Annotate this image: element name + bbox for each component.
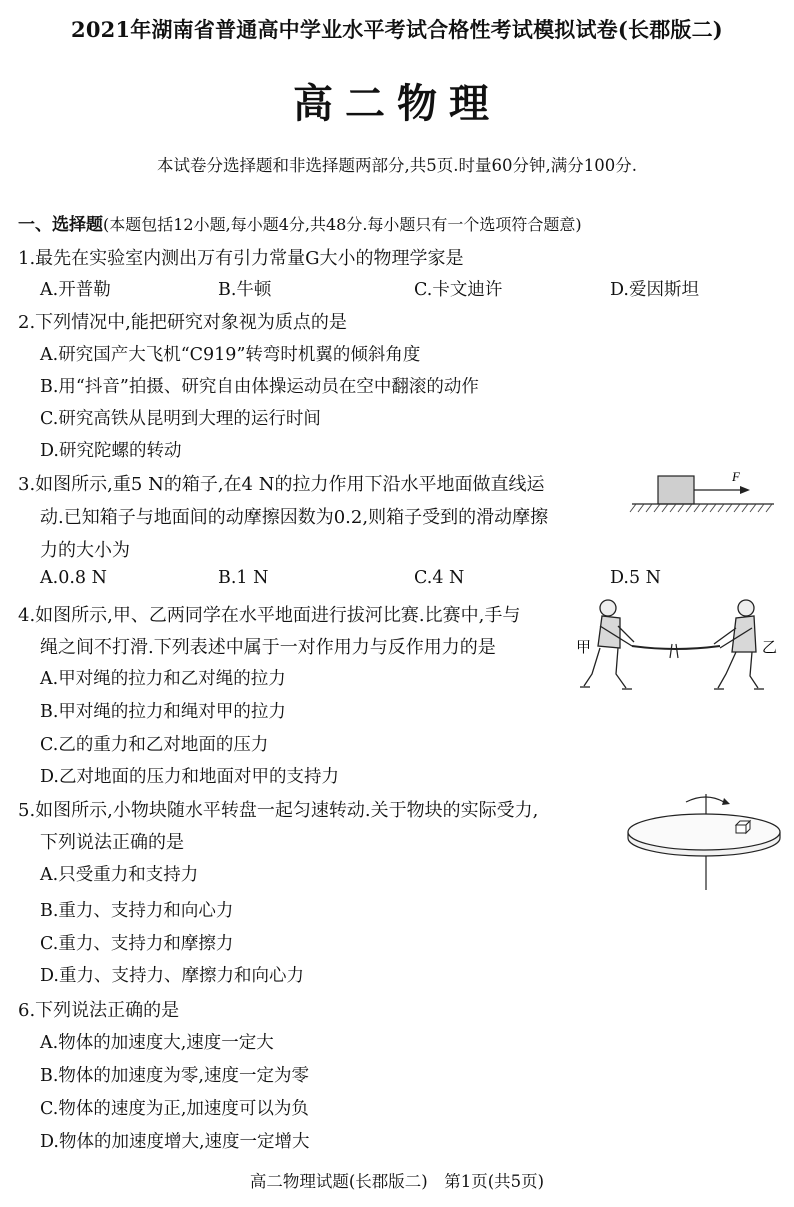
- force-label: F: [732, 469, 740, 484]
- question-1-option-c: C.卡文迪许: [414, 280, 503, 300]
- question-1-option-d: D.爱因斯坦: [610, 280, 699, 300]
- question-4-option-c: C.乙的重力和乙对地面的压力: [40, 735, 269, 755]
- disk-top: [628, 814, 780, 850]
- question-4-stem-line-2: 绳之间不打滑.下列表述中属于一对作用力与反作用力的是: [40, 637, 496, 658]
- question-2-option-c: C.研究高铁从昆明到大理的运行时间: [40, 409, 321, 429]
- exam-title: 2021年湖南省普通高中学业水平考试合格性考试模拟试卷(长郡版二): [71, 17, 723, 42]
- turntable-figure: [624, 790, 784, 894]
- question-6-stem: 6.下列说法正确的是: [18, 1000, 180, 1021]
- page-footer: 高二物理试题(长郡版二) 第1页(共5页): [249, 1172, 545, 1191]
- rotation-arrowhead: [722, 798, 730, 805]
- question-4-stem-line-1: 4.如图所示,甲、乙两同学在水平地面进行拔河比赛.比赛中,手与: [18, 605, 521, 626]
- question-6-option-a: A.物体的加速度大,速度一定大: [40, 1033, 274, 1053]
- question-3-stem-line-1: 3.如图所示,重5 N的箱子,在4 N的拉力作用下沿水平地面做直线运: [18, 474, 545, 495]
- section-note: (本题包括12小题,每小题4分,共48分.每小题只有一个选项符合题意): [103, 215, 582, 234]
- question-6-option-b: B.物体的加速度为零,速度一定为零: [40, 1066, 309, 1086]
- question-3-option-c: C.4 N: [414, 568, 465, 588]
- question-1-option-b: B.牛顿: [218, 280, 272, 300]
- question-1-stem: 1.最先在实验室内测出万有引力常量G大小的物理学家是: [18, 248, 464, 269]
- question-6-option-c: C.物体的速度为正,加速度可以为负: [40, 1099, 309, 1119]
- question-3-option-d: D.5 N: [610, 568, 661, 588]
- question-4-option-a: A.甲对绳的拉力和乙对绳的拉力: [40, 669, 286, 689]
- tug-left-label: 甲: [576, 638, 592, 656]
- ground-hatch: [630, 504, 772, 512]
- question-3-option-a: A.0.8 N: [40, 568, 107, 588]
- question-2-option-d: D.研究陀螺的转动: [40, 441, 182, 461]
- question-5-option-a: A.只受重力和支持力: [40, 865, 199, 885]
- small-block: [736, 821, 750, 833]
- question-5-option-c: C.重力、支持力和摩擦力: [40, 934, 234, 954]
- subject-title: 高二物理: [293, 80, 501, 127]
- exam-intro: 本试卷分选择题和非选择题两部分,共5页.时量60分钟,满分100分.: [157, 156, 637, 175]
- tug-right-label: 乙: [762, 638, 778, 656]
- question-3-option-b: B.1 N: [218, 568, 269, 588]
- question-2-option-a: A.研究国产大飞机“C919”转弯时机翼的倾斜角度: [40, 345, 421, 365]
- rope-marker: [670, 644, 678, 658]
- section-label: 一、选择题: [18, 215, 103, 235]
- question-6-option-d: D.物体的加速度增大,速度一定增大: [40, 1132, 310, 1152]
- question-4-option-d: D.乙对地面的压力和地面对甲的支持力: [40, 767, 339, 787]
- question-2-stem: 2.下列情况中,能把研究对象视为质点的是: [18, 312, 347, 333]
- box: [658, 476, 694, 504]
- question-5-option-b: B.重力、支持力和向心力: [40, 901, 234, 921]
- question-4-option-b: B.甲对绳的拉力和绳对甲的拉力: [40, 702, 286, 722]
- section-heading: [18, 210, 582, 235]
- force-arrowhead: [740, 486, 750, 494]
- person-yi: [714, 600, 764, 689]
- rotation-arrow: [686, 797, 724, 802]
- tug-of-war-figure: [574, 596, 780, 696]
- question-5-stem-line-1: 5.如图所示,小物块随水平转盘一起匀速转动.关于物块的实际受力,: [18, 800, 539, 821]
- question-5-stem-line-2: 下列说法正确的是: [40, 832, 184, 853]
- question-5-option-d: D.重力、支持力、摩擦力和向心力: [40, 966, 304, 986]
- box-force-figure: [628, 462, 778, 518]
- question-3-stem-line-2: 动.已知箱子与地面间的动摩擦因数为0.2,则箱子受到的滑动摩擦: [40, 507, 549, 528]
- question-1-option-a: A.开普勒: [40, 280, 111, 300]
- question-2-option-b: B.用“抖音”拍摄、研究自由体操运动员在空中翻滚的动作: [40, 377, 479, 397]
- question-3-stem-line-3: 力的大小为: [40, 540, 130, 561]
